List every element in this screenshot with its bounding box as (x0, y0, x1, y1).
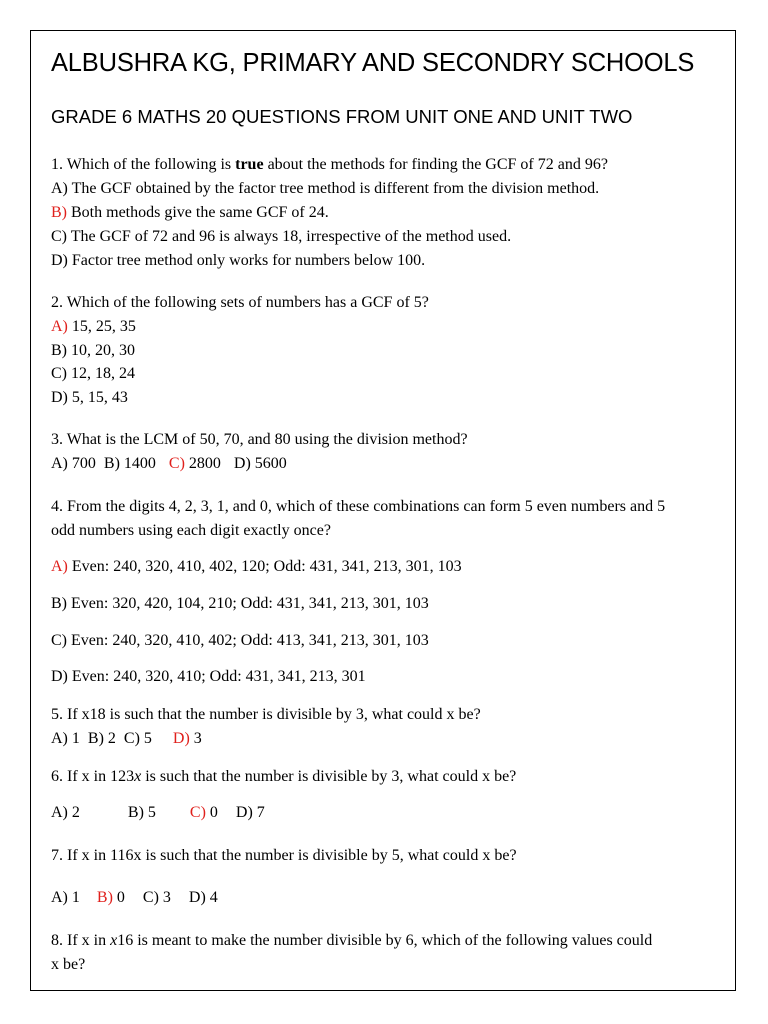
q7-option-c: C) 3 (142, 889, 171, 906)
q8-stem-end: 16 is meant to make the number divisible by 6, which of the following values could (117, 932, 653, 949)
question-3-options (51, 452, 287, 476)
q6-option-d: D) 7 (235, 804, 265, 821)
question-1-option-a: A) The GCF obtained by the factor tree method is different from the division method. (51, 180, 600, 197)
q8-stem-start: 8. If x in (51, 932, 111, 949)
question-1-stem (51, 153, 608, 177)
q3-option-b: B) 1400 (103, 455, 156, 472)
answer-marker: D) (172, 730, 190, 747)
question-4-option-c: C) Even: 240, 320, 410, 402; Odd: 413, 341, 213, 301, 103 (51, 632, 429, 649)
question-4-option-a (51, 555, 462, 579)
question-8-stem-line-1 (51, 929, 652, 953)
q8-variable: x (110, 932, 118, 949)
question-7-stem: 7. If x in 116x is such that the number is divisible by 5, what could x be? (51, 847, 517, 864)
question-8-stem-line-2: x be? (51, 956, 86, 973)
question-7-options (51, 886, 218, 910)
answer-marker: B) (96, 889, 113, 906)
question-6-options (51, 801, 265, 825)
q3-option-a: A) 700 (51, 455, 96, 472)
q1-stem-emphasis: true (235, 156, 264, 173)
q5-option-b: B) 2 (87, 730, 116, 747)
question-4-option-d: D) Even: 240, 320, 410; Odd: 431, 341, 213, 301 (51, 668, 366, 685)
question-4-option-b: B) Even: 320, 420, 104, 210; Odd: 431, 341, 213, 301, 103 (51, 595, 429, 612)
answer-marker: B) (51, 204, 67, 221)
option-text: 15, 25, 35 (67, 318, 136, 335)
option-text: Even: 240, 320, 410, 402, 120; Odd: 431, 341, 213, 301, 103 (67, 558, 462, 575)
q5-option-c: C) 5 (123, 730, 152, 747)
question-4-stem-line-2: odd numbers using each digit exactly once? (51, 522, 331, 539)
q5-option-d: 3 (189, 730, 202, 747)
question-2-option-c: C) 12, 18, 24 (51, 365, 135, 382)
q5-option-a: A) 1 (51, 730, 80, 747)
q1-stem-end: about the methods for finding the GCF of 72 and 96? (263, 156, 608, 173)
question-5-stem: 5. If x18 is such that the number is divisible by 3, what could x be? (51, 706, 481, 723)
question-3-stem: 3. What is the LCM of 50, 70, and 80 using the division method? (51, 431, 468, 448)
question-2-option-b: B) 10, 20, 30 (51, 342, 135, 359)
q6-option-b: B) 5 (127, 804, 156, 821)
q6-option-a: A) 2 (51, 804, 80, 821)
answer-marker: C) (189, 804, 206, 821)
q7-option-d: D) 4 (188, 889, 218, 906)
q7-option-b: 0 (112, 889, 125, 906)
option-text: Both methods give the same GCF of 24. (67, 204, 329, 221)
question-4-stem-line-1: 4. From the digits 4, 2, 3, 1, and 0, which of these combinations can form 5 even numbers and 5 (51, 498, 666, 515)
answer-marker: C) (168, 455, 185, 472)
question-1-option-b (51, 201, 329, 225)
q3-option-d: D) 5600 (233, 455, 287, 472)
q7-option-a: A) 1 (51, 889, 80, 906)
question-6-stem (51, 765, 516, 789)
answer-marker: A) (51, 318, 68, 335)
question-2-option-d: D) 5, 15, 43 (51, 389, 128, 406)
school-title: ALBUSHRA KG, PRIMARY AND SECONDRY SCHOOLS (51, 49, 695, 77)
question-2-option-a (51, 315, 136, 339)
answer-marker: A) (51, 558, 68, 575)
question-5-options (51, 727, 202, 751)
q6-variable: x (134, 768, 142, 785)
question-1-option-c: C) The GCF of 72 and 96 is always 18, irrespective of the method used. (51, 228, 512, 245)
question-2-stem: 2. Which of the following sets of numbers has a GCF of 5? (51, 294, 429, 311)
q1-stem-start: 1. Which of the following is (51, 156, 236, 173)
q6-stem-end: is such that the number is divisible by 3, what could x be? (141, 768, 517, 785)
question-1-option-d: D) Factor tree method only works for numbers below 100. (51, 252, 426, 269)
q6-option-c: 0 (205, 804, 218, 821)
worksheet-subtitle: GRADE 6 MATHS 20 QUESTIONS FROM UNIT ONE AND UNIT TWO (51, 106, 633, 127)
q3-option-c: 2800 (184, 455, 221, 472)
q6-stem-start: 6. If x in 123 (51, 768, 135, 785)
